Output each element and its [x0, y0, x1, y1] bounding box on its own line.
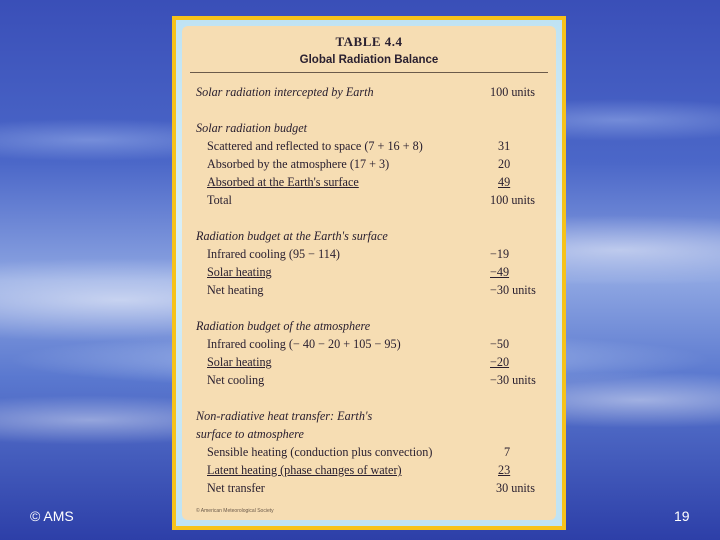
intercepted-row: [196, 83, 548, 101]
nonradiative-heading-text-2: surface to atmosphere: [196, 427, 304, 441]
row-value-text: 49: [498, 175, 511, 189]
row-value-text: −49: [490, 265, 510, 279]
nonradiative-heading-text-1: Non-radiative heat transfer: Earth's: [196, 409, 373, 423]
row-value: [490, 263, 548, 281]
row-label: Absorbed by the atmosphere (17 + 3): [207, 157, 390, 171]
table-row: [196, 443, 548, 461]
table-row: [196, 137, 548, 155]
slide-page-number: 19: [674, 508, 690, 524]
table-row: [196, 335, 548, 353]
table-row: [196, 479, 548, 497]
solar-budget-heading: [196, 119, 548, 137]
table-mat: [176, 20, 562, 526]
row-value: 31: [498, 139, 511, 153]
surface-budget-heading-text: Radiation budget at the Earth's surface: [196, 229, 388, 243]
row-value: −50: [490, 337, 510, 351]
intercepted-value: 100 units: [490, 85, 536, 99]
row-label: Sensible heating (conduction plus convection): [207, 445, 433, 459]
row-label: Net transfer: [207, 481, 265, 495]
row-label: Net cooling: [207, 373, 265, 387]
row-value: −30 units: [490, 283, 536, 297]
row-value: [490, 353, 548, 371]
row-value-text: −20: [490, 355, 510, 369]
table-row: [196, 371, 548, 389]
table-row: [196, 461, 548, 479]
row-label: Solar heating: [207, 265, 272, 279]
row-label: Scattered and reflected to space (7 + 16 + 8): [207, 139, 423, 153]
row-value: [490, 461, 548, 479]
row-value: −30 units: [490, 373, 536, 387]
row-value: 7: [504, 445, 511, 459]
surface-budget-heading: [196, 227, 548, 245]
table-row: [196, 263, 548, 281]
table-row: [196, 173, 548, 191]
row-value: 30 units: [496, 481, 535, 495]
table-frame: [172, 16, 566, 530]
row-value: [490, 173, 548, 191]
row-value: 100 units: [490, 193, 536, 207]
row-value: −19: [490, 247, 510, 261]
table-card: [182, 26, 556, 520]
row-label: Latent heating (phase changes of water): [207, 463, 402, 477]
row-value: 20: [498, 157, 511, 171]
slide-copyright: © AMS: [30, 508, 74, 524]
row-label: Total: [207, 193, 232, 207]
table-body: [182, 73, 556, 497]
row-label: Absorbed at the Earth's surface: [207, 175, 359, 189]
nonradiative-heading-line2: [196, 425, 548, 443]
table-row: [196, 353, 548, 371]
row-label: Infrared cooling (− 40 − 20 + 105 − 95): [207, 337, 401, 351]
nonradiative-heading-line1: [196, 407, 548, 425]
table-row: [196, 155, 548, 173]
table-title: Global Radiation Balance: [299, 54, 439, 66]
intercepted-label: Solar radiation intercepted by Earth: [196, 85, 374, 99]
table-row: [196, 281, 548, 299]
table-row: [196, 245, 548, 263]
table-number: TABLE 4.4: [335, 34, 403, 49]
atmosphere-budget-heading-text: Radiation budget of the atmosphere: [196, 319, 371, 333]
table-row: [196, 191, 548, 209]
table-footer: © American Meteorological Society: [196, 508, 274, 514]
row-label: Net heating: [207, 283, 264, 297]
row-value-text: 23: [498, 463, 511, 477]
atmosphere-budget-heading: [196, 317, 548, 335]
table-header: [182, 26, 556, 66]
row-label: Solar heating: [207, 355, 272, 369]
solar-budget-heading-text: Solar radiation budget: [196, 121, 308, 135]
row-label: Infrared cooling (95 − 114): [207, 247, 340, 261]
